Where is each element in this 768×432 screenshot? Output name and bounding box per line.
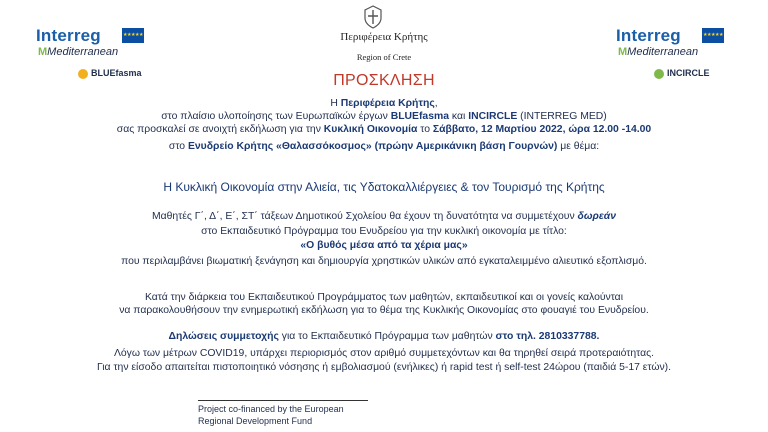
students-line-4: που περιλαμβάνει βιωματική ξενάγηση και δημιουργία χρηστικών υλικών από εγκαταλειμμένο αλιευτικό εξοπλισμό. xyxy=(121,256,647,267)
students-line-1: Μαθητές Γ΄, Δ΄, Ε΄, ΣΤ΄ τάξεων Δημοτικού Σχολείου θα έχουν τη δυνατότητα να συμμετέχουν δωρεάν xyxy=(151,211,617,222)
teachers-line-1: Κατά την διάρκεια του Εκπαιδευτικού Προγράμματος των μαθητών, εκπαιδευτικοί και οι γονείς καλούνται xyxy=(144,292,624,303)
registration-line-3: Για την είσοδο απαιτείται πιστοποιητικό νόσησης ή εμβολιασμού (ενήλικες) ή rapid test ή self-test 24ώρου (παιδιά 5-17 ετών). xyxy=(96,362,672,373)
event-theme: Η Κυκλική Οικονομία στην Αλιεία, τις Υδατοκαλλιέργειες & τον Τουρισμό της Κρήτης xyxy=(163,180,605,194)
intro-line-1: Η Περιφέρεια Κρήτης, xyxy=(330,98,438,109)
region-crest-icon xyxy=(363,5,383,34)
teachers-line-2: να παρακολουθήσουν την ενημερωτική εκδήλωση για το θέμα της Κυκλικής Οικονομίας στο φουαγιέ του Ενυδρείου. xyxy=(119,305,649,316)
interreg-wordmark: Interreg xyxy=(616,26,681,45)
intro-line-4: στο Ενυδρείο Κρήτης «Θαλασσόκοσμος» (πρώην Αμερικάνικη βάση Γουρνών) με θέμα: xyxy=(168,141,600,152)
right-interreg-logo xyxy=(616,26,746,86)
footer-line-1: Project co-financed by the European xyxy=(198,404,344,414)
bluefasma-label: BLUEfasma xyxy=(78,68,142,79)
students-line-2: στο Εκπαιδευτικό Πρόγραμμα του Ενυδρείου για την κυκλική οικονομία με τίτλο: xyxy=(201,226,567,237)
registration-line-2: Λόγω των μέτρων COVID19, υπάρχει περιορισμός στον αριθμό συμμετεχόντων και θα τηρηθεί σειρά προτεραιότητας. xyxy=(113,348,655,359)
eu-flag-icon: ★★★★★ xyxy=(122,28,144,43)
region-name-greek: Περιφέρεια Κρήτης xyxy=(340,31,428,43)
page-title: ΠΡΟΣΚΛΗΣΗ xyxy=(333,72,435,89)
mediterranean-label: MMediterranean xyxy=(38,46,119,58)
incircle-label: INCIRCLE xyxy=(654,68,710,79)
registration-line-1: Δηλώσεις συμμετοχής για το Εκπαιδευτικό Πρόγραμμα των μαθητών στο τηλ. 2810337788. xyxy=(168,331,600,342)
eu-flag-icon: ★★★★★ xyxy=(702,28,724,43)
intro-line-3: σας προσκαλεί σε ανοιχτή εκδήλωση για την Κυκλική Οικονομία το Σάββατο, 12 Μαρτίου 2022, ώρα 12.00 -14.00 xyxy=(116,124,652,135)
footer-line-2: Regional Development Fund xyxy=(198,416,313,426)
program-title: «Ο βυθός μέσα από τα χέρια μας» xyxy=(300,240,468,251)
region-name-english: Region of Crete xyxy=(356,52,412,62)
intro-line-2: στο πλαίσιο υλοποίησης των Ευρωπαϊκών έργων BLUEfasma και INCIRCLE (INTERREG MED) xyxy=(161,111,607,122)
interreg-wordmark: Interreg xyxy=(36,26,101,45)
incircle-icon xyxy=(654,69,664,79)
footer-divider xyxy=(198,400,368,401)
mediterranean-label: MMediterranean xyxy=(618,46,699,58)
